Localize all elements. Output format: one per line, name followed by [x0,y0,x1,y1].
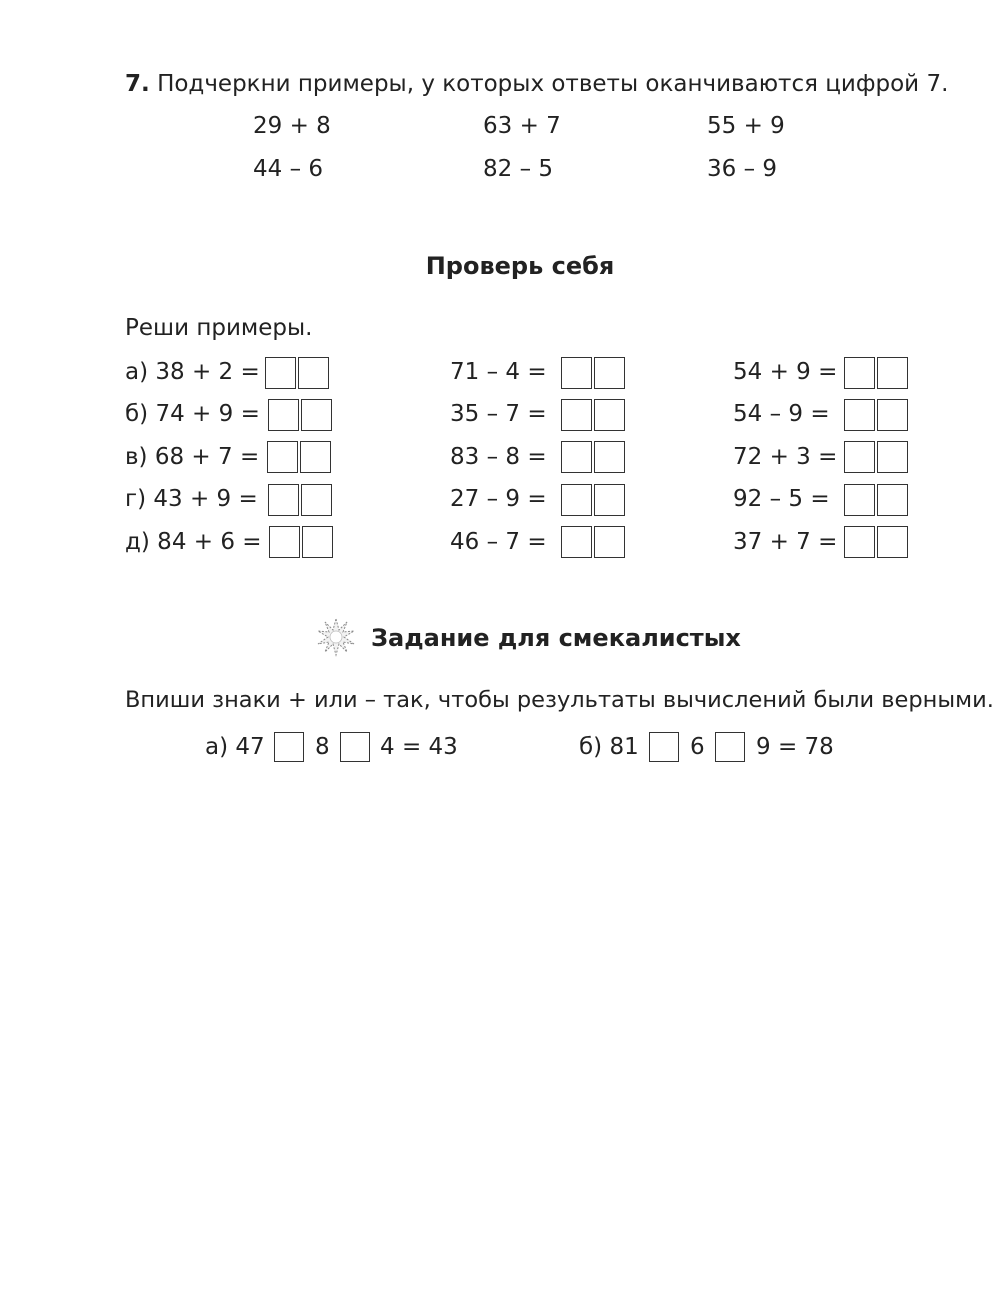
answer-box-ones[interactable] [594,441,625,473]
answer-box-tens[interactable] [844,526,875,558]
star-icon [316,617,356,657]
answer-box-ones[interactable] [300,441,331,473]
exercise: 27 – 9 = [450,486,547,512]
task7-example: 29 + 8 [253,113,331,139]
answer-box-ones[interactable] [594,484,625,516]
instruction: Впиши знаки + или – так, чтобы результаты вычислений были верными. [125,687,994,713]
answer-box-tens[interactable] [844,484,875,516]
exercise: б) 74 + 9 = [125,401,260,427]
exercise: 54 – 9 = [733,401,830,427]
sign-box[interactable] [715,732,745,762]
exercise: 92 – 5 = [733,486,830,512]
exercise: 83 – 8 = [450,444,547,470]
exercise: 35 – 7 = [450,401,547,427]
task7-heading [125,70,948,98]
answer-box-ones[interactable] [302,526,333,558]
exercise: 72 + 3 = [733,444,838,470]
sign-box[interactable] [649,732,679,762]
answer-box-ones[interactable] [877,526,908,558]
exercise: д) 84 + 6 = [125,529,262,555]
task-number: 7. [125,71,150,97]
answer-box-tens[interactable] [269,526,300,558]
sign-box[interactable] [274,732,304,762]
instruction: Реши примеры. [125,315,313,341]
answer-box-ones[interactable] [594,357,625,389]
answer-box-tens[interactable] [265,357,296,389]
answer-box-ones[interactable] [594,399,625,431]
answer-box-tens[interactable] [268,484,299,516]
task7-text: Подчеркни примеры, у которых ответы оканчиваются цифрой 7. [157,71,949,97]
exercise: 71 – 4 = [450,359,547,385]
exercise: 46 – 7 = [450,529,547,555]
example-b-start: б) 81 [579,734,639,760]
task7-example: 44 – 6 [253,156,324,182]
section-title: Проверь себя [425,252,615,280]
answer-box-ones[interactable] [877,357,908,389]
sign-box[interactable] [340,732,370,762]
example-a-middle: 8 [315,734,330,760]
exercise: г) 43 + 9 = [125,486,258,512]
answer-box-tens[interactable] [268,399,299,431]
exercise: а) 38 + 2 = [125,359,260,385]
task7-example: 63 + 7 [483,113,561,139]
exercise: в) 68 + 7 = [125,444,260,470]
example-b-middle: 6 [690,734,705,760]
answer-box-ones[interactable] [594,526,625,558]
answer-box-tens[interactable] [561,526,592,558]
exercise: 54 + 9 = [733,359,838,385]
task7-example: 82 – 5 [483,156,554,182]
section-title: Задание для смекалистых [371,624,741,652]
example-b-end: 9 = 78 [756,734,834,760]
answer-box-tens[interactable] [561,484,592,516]
answer-box-ones[interactable] [301,484,332,516]
exercise: 37 + 7 = [733,529,838,555]
answer-box-ones[interactable] [301,399,332,431]
example-a-end: 4 = 43 [380,734,458,760]
answer-box-tens[interactable] [561,441,592,473]
answer-box-tens[interactable] [844,357,875,389]
answer-box-tens[interactable] [267,441,298,473]
task7-example: 55 + 9 [707,113,785,139]
answer-box-tens[interactable] [844,441,875,473]
answer-box-ones[interactable] [298,357,329,389]
answer-box-tens[interactable] [561,357,592,389]
example-a-start: а) 47 [205,734,265,760]
answer-box-ones[interactable] [877,484,908,516]
answer-box-ones[interactable] [877,441,908,473]
answer-box-ones[interactable] [877,399,908,431]
answer-box-tens[interactable] [844,399,875,431]
task7-example: 36 – 9 [707,156,778,182]
answer-box-tens[interactable] [561,399,592,431]
